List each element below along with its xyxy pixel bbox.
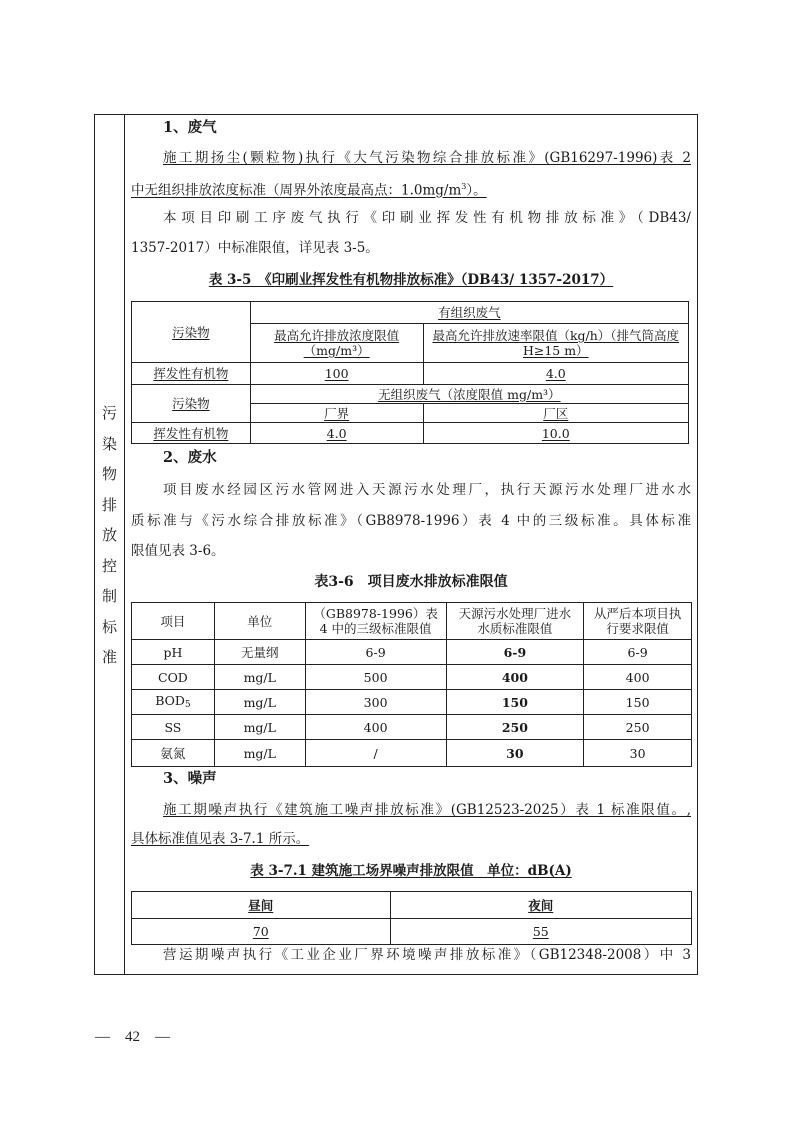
- cell-strict: 150: [584, 690, 692, 715]
- section3-p2-line1: 营运期噪声执行《工业企业厂界环境噪声排放标准》（GB12348-2008）中 3: [163, 947, 691, 963]
- header-gb: （GB8978-1996）表 4 中的三级标准限值: [305, 603, 446, 640]
- column-divider: [124, 114, 125, 975]
- section1-p2-line1: 本项目印刷工序废气执行《印刷业挥发性有机物排放标准》（DB43/: [163, 210, 691, 226]
- organized-header: 有组织废气: [250, 302, 688, 324]
- cell-item-text: BOD: [155, 693, 185, 708]
- table-row: [132, 690, 692, 715]
- table-3-6: [131, 602, 692, 767]
- section1-p1-line2-text: 中无组织排放浓度标准（周界外浓度最高点：1.0mg/m: [131, 182, 462, 199]
- unorganized-header: 无组织废气（浓度限值 mg/m³）: [250, 385, 688, 404]
- section2-heading: 2、废水: [163, 449, 217, 466]
- table-3-5: [131, 301, 689, 444]
- side-char: 准: [101, 648, 117, 666]
- side-label: [95, 398, 124, 673]
- cell-strict: 6-9: [584, 640, 692, 665]
- row2-name: 挥发性有机物: [132, 423, 251, 444]
- section1-p1-line2: [131, 178, 487, 200]
- header-strict: 从严后本项目执行要求限值: [584, 603, 692, 640]
- table-row: [132, 640, 692, 665]
- cell-unit: mg/L: [214, 740, 305, 767]
- side-char: 标: [101, 617, 117, 636]
- cell-plant: 150: [446, 690, 584, 715]
- cell-unit: mg/L: [214, 665, 305, 690]
- side-char: 物: [101, 465, 117, 483]
- night-value: 55: [390, 919, 691, 945]
- cell-item: SS: [132, 715, 215, 740]
- row1-rate: 4.0: [423, 363, 688, 385]
- cell-item: 氨氮: [132, 740, 215, 767]
- page-number: — 42 —: [95, 1029, 171, 1045]
- table371-title: 表 3-7.1 建筑施工场界噪声排放限值 单位：dB(A): [250, 863, 572, 879]
- section1-p1-line1: 施工期扬尘(颗粒物)执行《大气污染物综合排放标准》(GB16297-1996)表 2: [163, 150, 691, 166]
- cell-strict: 400: [584, 665, 692, 690]
- side-char: 放: [101, 526, 117, 544]
- cell-item: COD: [132, 665, 215, 690]
- superscript: 3: [461, 182, 467, 191]
- cell-item: pH: [132, 640, 215, 665]
- cell-unit: mg/L: [214, 690, 305, 715]
- table-3-7-1: [131, 891, 692, 945]
- cell-unit: mg/L: [214, 715, 305, 740]
- subscript: 5: [184, 700, 191, 710]
- cell-gb: 6-9: [305, 640, 446, 665]
- table35-title: 表 3-5 《印刷业挥发性有机物排放标准》（DB43/ 1357-2017）: [208, 272, 614, 288]
- conc-header: 最高允许排放浓度限值（mg/m³）: [250, 324, 423, 363]
- cell-strict: 30: [584, 740, 692, 767]
- cell-plant: 6-9: [446, 640, 584, 665]
- section1-p2-line2: 1357-2017）中标准限值，详见表 3-5。: [131, 240, 379, 256]
- row2-plant: 10.0: [423, 423, 688, 444]
- plant-header: 厂区: [423, 404, 688, 423]
- section2-line2: 质标准与《污水综合排放标准》（GB8978-1996）表 4 中的三级标准。具体标准: [131, 513, 691, 529]
- section1-heading: 1、废气: [163, 119, 217, 136]
- cell-gb: 500: [305, 665, 446, 690]
- header-item: 项目: [132, 603, 215, 640]
- table36-title: 表3-6 项目废水排放标准限值: [314, 574, 508, 590]
- section1-p1-line2-end: ）。: [466, 182, 487, 199]
- table-row: [132, 740, 692, 767]
- section3-heading: 3、噪声: [163, 770, 217, 787]
- cell-gb: 300: [305, 690, 446, 715]
- row2-boundary: 4.0: [250, 423, 423, 444]
- pollutant-header: 污染物: [132, 302, 251, 363]
- side-char: 污: [101, 404, 117, 422]
- row1-conc: 100: [250, 363, 423, 385]
- pollutant-header-2: 污染物: [132, 385, 251, 423]
- section2-line1: 项目废水经园区污水管网进入天源污水处理厂，执行天源污水处理厂进水水: [163, 482, 691, 498]
- cell-item: [132, 690, 215, 715]
- section3-p1-line1: 施工期噪声执行《建筑施工噪声排放标准》(GB12523-2025）表 1 标准限值。,: [163, 802, 691, 818]
- boundary-header: 厂界: [250, 404, 423, 423]
- header-plant: 天源污水处理厂进水水质标准限值: [446, 603, 584, 640]
- table-row: [132, 715, 692, 740]
- cell-strict: 250: [584, 715, 692, 740]
- section3-p1-line2: 具体标准值见表 3-7.1 所示。: [131, 831, 310, 847]
- cell-plant: 250: [446, 715, 584, 740]
- side-char: 排: [101, 495, 117, 514]
- night-header: 夜间: [390, 892, 691, 919]
- header-unit: 单位: [214, 603, 305, 640]
- section2-line3: 限值见表 3-6。: [131, 543, 225, 559]
- day-header: 昼间: [132, 892, 391, 919]
- cell-unit: 无量纲: [214, 640, 305, 665]
- row1-name: 挥发性有机物: [132, 363, 251, 385]
- side-char: 控: [101, 556, 117, 575]
- side-char: 制: [101, 587, 117, 605]
- cell-gb: /: [305, 740, 446, 767]
- cell-gb: 400: [305, 715, 446, 740]
- cell-plant: 400: [446, 665, 584, 690]
- side-char: 染: [101, 434, 117, 453]
- table-row: [132, 665, 692, 690]
- day-value: 70: [132, 919, 391, 945]
- cell-plant: 30: [446, 740, 584, 767]
- rate-header: 最高允许排放速率限值（kg/h）（排气筒高度 H≥15 m）: [423, 324, 688, 363]
